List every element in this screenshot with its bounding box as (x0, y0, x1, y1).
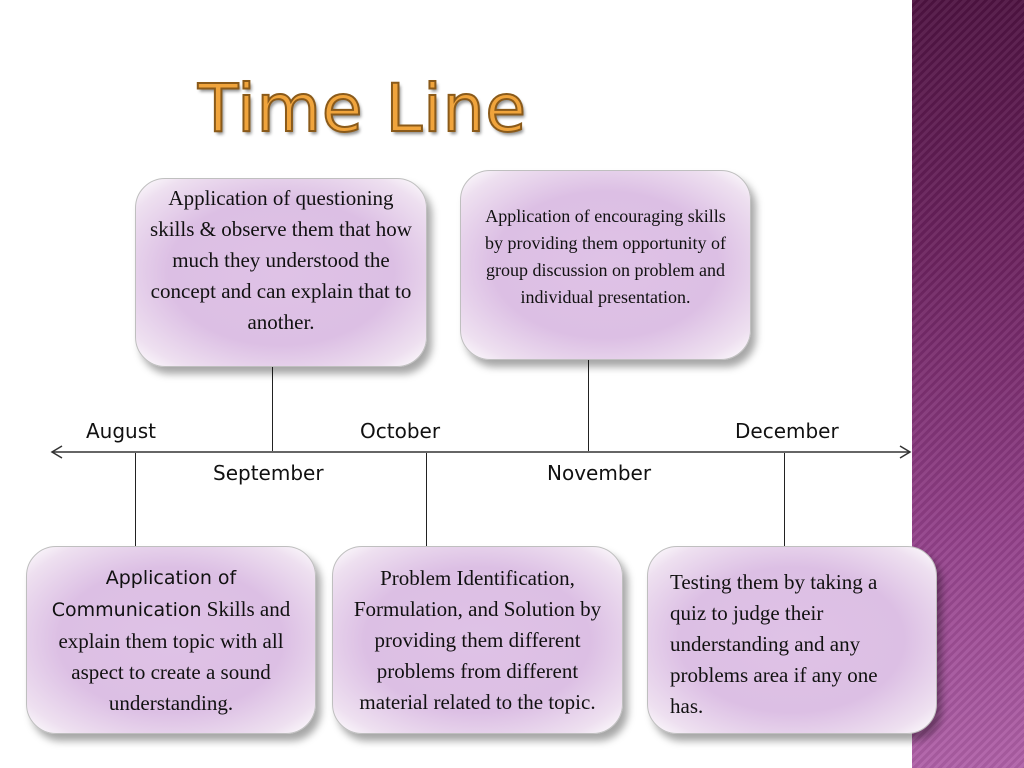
activity-text-august (41, 562, 301, 719)
month-label-october: October (360, 419, 441, 443)
month-label-august: August (86, 419, 156, 443)
activity-text-august-suffix: Skills and explain them topic with all aspect to create a sound understanding. (58, 596, 291, 715)
activity-box-december (647, 546, 937, 734)
activity-text-november: Application of encouraging skills by providing them opportunity of group discussion on problem and individual presentation. (485, 206, 726, 307)
activity-text-december: Testing them by taking a quiz to judge their understanding and any problems area if any one has. (670, 570, 878, 718)
month-label-september: September (213, 461, 324, 485)
activity-box-september (135, 178, 427, 367)
month-label-december: December (735, 419, 839, 443)
activity-text-october: Problem Identification, Formulation, and Solution by providing them different problems from different material related to the topic. (353, 565, 602, 714)
activity-text-august-prefix: Application of Communication (51, 566, 237, 621)
activity-text-september: Application of questioning skills & observe them that how much they understood the concept and can explain that to another. (150, 186, 412, 334)
page-title: Time Line (198, 70, 528, 147)
activity-box-august (26, 546, 316, 734)
activity-box-october (332, 546, 623, 734)
activity-box-november (460, 170, 751, 360)
month-label-november: November (547, 461, 652, 485)
